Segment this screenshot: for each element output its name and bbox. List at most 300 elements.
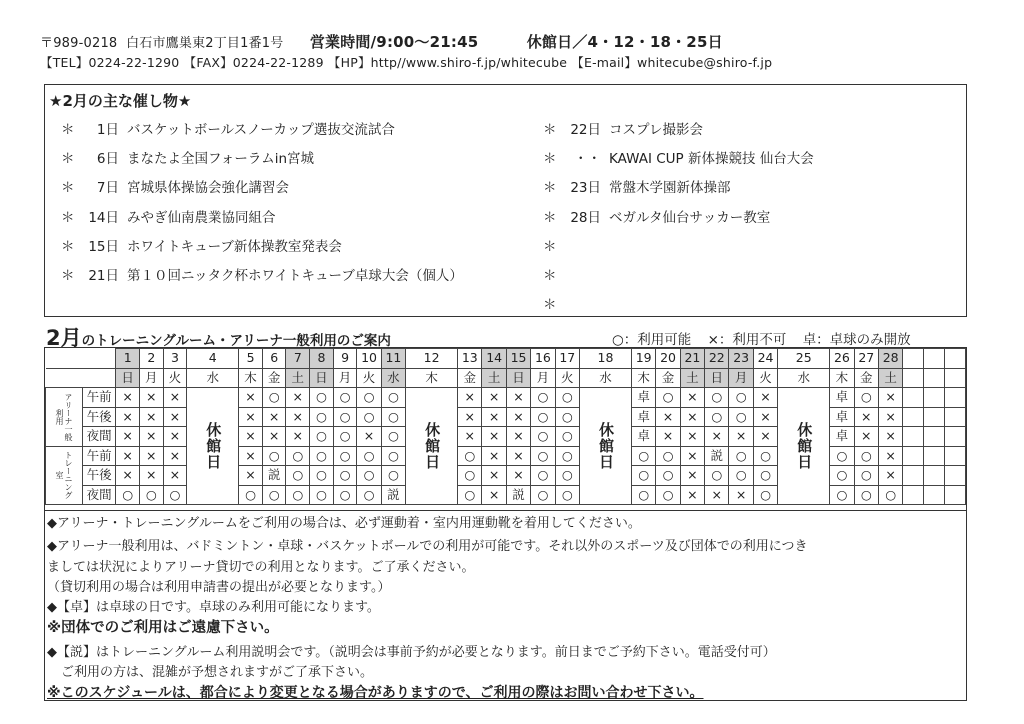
availability-cell: × — [506, 388, 530, 408]
event-name: 宮城県体操協会強化講習会 — [127, 180, 289, 197]
availability-cell: × — [116, 466, 140, 486]
divider — [45, 510, 966, 511]
event-item — [61, 206, 276, 226]
availability-cell: ○ — [854, 485, 878, 505]
event-item — [543, 147, 814, 167]
event-day: 6日 — [96, 151, 119, 168]
weekday-cell: 月 — [531, 368, 555, 388]
event-name: 第１０回ニッタク杯ホワイトキューブ卓球大会（個人） — [127, 268, 463, 284]
schedule-grid — [45, 348, 966, 505]
availability-cell: ○ — [555, 407, 579, 427]
availability-cell: ○ — [139, 485, 163, 505]
weekday-cell: 水 — [778, 368, 830, 388]
availability-cell: ○ — [310, 407, 334, 427]
date-cell: 27 — [854, 349, 878, 369]
closed-day-cell: 休館日 — [187, 388, 239, 505]
event-item — [543, 206, 770, 226]
weekday-cell: 金 — [458, 368, 482, 388]
availability-cell: ○ — [531, 466, 555, 486]
empty-cell — [903, 407, 924, 427]
empty-cell — [924, 446, 945, 466]
event-item — [543, 264, 609, 284]
legend-available: ○：利用可能 — [612, 332, 692, 348]
availability-cell: ○ — [555, 427, 579, 447]
bullet-star: ＊ — [61, 209, 75, 226]
availability-cell: × — [656, 427, 680, 447]
availability-cell: × — [116, 388, 140, 408]
availability-cell: ○ — [753, 446, 777, 466]
availability-cell: ○ — [555, 466, 579, 486]
availability-cell: ○ — [163, 485, 187, 505]
date-cell: 23 — [729, 349, 753, 369]
event-name: まなたよ全国フォーラムin宮城 — [127, 151, 314, 168]
availability-cell: × — [680, 485, 704, 505]
availability-cell: ○ — [357, 407, 381, 427]
date-cell: 17 — [555, 349, 579, 369]
availability-cell: × — [729, 427, 753, 447]
event-day: 28日 — [570, 209, 601, 226]
availability-cell: × — [506, 466, 530, 486]
date-cell: 9 — [333, 349, 357, 369]
empty-cell — [924, 427, 945, 447]
empty-cell — [924, 485, 945, 505]
event-item — [61, 235, 342, 255]
date-cell: 15 — [506, 349, 530, 369]
weekday-cell: 月 — [139, 368, 163, 388]
bullet-star: ＊ — [61, 268, 75, 284]
availability-cell: × — [878, 446, 902, 466]
availability-cell: × — [458, 388, 482, 408]
availability-cell: × — [239, 466, 263, 486]
availability-cell: ○ — [830, 446, 854, 466]
header-corner — [46, 349, 116, 369]
weekday-cell: 火 — [753, 368, 777, 388]
date-cell: 28 — [878, 349, 902, 369]
closed-day-cell: 休館日 — [778, 388, 830, 505]
availability-cell: ○ — [705, 388, 729, 408]
weekday-cell: 火 — [555, 368, 579, 388]
weekday-cell: 土 — [286, 368, 310, 388]
availability-cell: 説 — [381, 485, 405, 505]
availability-cell: × — [239, 446, 263, 466]
availability-cell: ○ — [830, 485, 854, 505]
availability-cell: × — [680, 466, 704, 486]
event-item — [61, 176, 289, 196]
event-name: 常盤木学園新体操部 — [609, 180, 731, 197]
availability-cell: ○ — [262, 485, 286, 505]
legend-unavailable: ×：利用不可 — [707, 332, 787, 348]
availability-cell: × — [163, 466, 187, 486]
event-item — [543, 118, 703, 138]
availability-cell: ○ — [656, 446, 680, 466]
date-cell: 19 — [631, 349, 655, 369]
bullet-star: ＊ — [543, 151, 557, 168]
availability-cell: × — [753, 388, 777, 408]
availability-cell: × — [854, 407, 878, 427]
availability-cell: ○ — [531, 388, 555, 408]
date-cell: 13 — [458, 349, 482, 369]
header-corner — [46, 368, 116, 388]
availability-cell: ○ — [631, 485, 655, 505]
weekday-cell: 土 — [878, 368, 902, 388]
availability-cell: × — [753, 427, 777, 447]
section-label: アリーナ一般利用 — [46, 388, 83, 447]
availability-cell: × — [163, 427, 187, 447]
empty-cell — [945, 349, 966, 369]
availability-cell: ○ — [555, 485, 579, 505]
time-slot-label: 午前 — [83, 446, 116, 466]
weekday-cell: 木 — [239, 368, 263, 388]
empty-cell — [945, 446, 966, 466]
opening-hours: 営業時間/9:00～21:45 — [309, 33, 479, 51]
availability-cell: ○ — [286, 446, 310, 466]
availability-cell: ○ — [729, 407, 753, 427]
empty-cell — [945, 466, 966, 486]
availability-cell: ○ — [656, 388, 680, 408]
weekday-cell: 水 — [381, 368, 405, 388]
availability-cell: × — [482, 466, 506, 486]
weekday-cell: 日 — [705, 368, 729, 388]
availability-cell: ○ — [310, 427, 334, 447]
closed-day-cell: 休館日 — [579, 388, 631, 505]
event-day: 15日 — [88, 238, 119, 255]
availability-cell: × — [139, 446, 163, 466]
date-cell: 20 — [656, 349, 680, 369]
availability-cell: ○ — [705, 466, 729, 486]
availability-cell: ○ — [381, 388, 405, 408]
availability-cell: ○ — [753, 466, 777, 486]
availability-cell: × — [357, 427, 381, 447]
availability-cell: × — [854, 427, 878, 447]
availability-cell: ○ — [729, 466, 753, 486]
empty-cell — [945, 388, 966, 408]
availability-cell: ○ — [631, 466, 655, 486]
event-day: 23日 — [570, 180, 601, 197]
date-cell: 4 — [187, 349, 239, 369]
availability-cell: ○ — [357, 446, 381, 466]
availability-cell: ○ — [333, 388, 357, 408]
availability-cell: × — [139, 466, 163, 486]
note-line: ※団体でのご利用はご遠慮下さい。 — [47, 620, 279, 636]
note-line: ◆アリーナ一般利用は、バドミントン・卓球・バスケットボールでの利用が可能です。それ以外のスポーツ及び団体での利用につき — [47, 539, 808, 554]
date-cell: 22 — [705, 349, 729, 369]
weekday-cell: 金 — [854, 368, 878, 388]
availability-cell: ○ — [310, 466, 334, 486]
availability-cell: ○ — [381, 446, 405, 466]
availability-cell: ○ — [310, 446, 334, 466]
contact-line: 【TEL】0224-22-1290 【FAX】0224-22-1289 【HP】http//www.shiro-f.jp/whitecube 【E-mail】whitecube@shiro-f.jp — [40, 55, 773, 70]
availability-cell: 卓 — [830, 388, 854, 408]
empty-cell — [924, 388, 945, 408]
availability-cell: × — [116, 407, 140, 427]
availability-cell: ○ — [333, 407, 357, 427]
event-day: 1日 — [96, 122, 119, 138]
empty-cell — [945, 427, 966, 447]
availability-cell: × — [458, 407, 482, 427]
availability-cell: ○ — [531, 446, 555, 466]
date-cell: 26 — [830, 349, 854, 369]
availability-cell: × — [116, 446, 140, 466]
availability-cell: ○ — [458, 485, 482, 505]
availability-cell: × — [458, 427, 482, 447]
closed-day-cell: 休館日 — [406, 388, 458, 505]
bullet-star: ＊ — [543, 180, 557, 197]
event-name: バスケットボールスノーカップ選抜交流試合 — [127, 122, 395, 138]
date-cell: 21 — [680, 349, 704, 369]
availability-cell: ○ — [310, 388, 334, 408]
availability-cell: × — [878, 466, 902, 486]
events-title: ★2月の主な催し物★ — [49, 92, 192, 110]
availability-cell: × — [729, 485, 753, 505]
availability-cell: × — [680, 446, 704, 466]
availability-cell: ○ — [753, 485, 777, 505]
event-day: 14日 — [88, 209, 119, 226]
availability-cell: ○ — [555, 388, 579, 408]
availability-cell: × — [506, 427, 530, 447]
facility-address-line — [40, 31, 723, 52]
event-item — [61, 147, 314, 167]
availability-cell: × — [878, 427, 902, 447]
availability-cell: ○ — [458, 466, 482, 486]
weekday-cell: 火 — [357, 368, 381, 388]
time-slot-label: 午前 — [83, 388, 116, 408]
event-item — [61, 264, 463, 284]
availability-cell: ○ — [656, 485, 680, 505]
availability-cell: ○ — [357, 388, 381, 408]
date-cell: 5 — [239, 349, 263, 369]
address: 白石市鷹巣東2丁目1番1号 — [126, 36, 284, 51]
availability-cell: ○ — [333, 427, 357, 447]
event-item — [543, 293, 609, 313]
event-name: コスプレ撮影会 — [609, 122, 703, 138]
event-day: 7日 — [96, 180, 119, 197]
bullet-star: ＊ — [543, 297, 557, 314]
bullet-star: ＊ — [61, 238, 75, 255]
availability-cell: ○ — [381, 466, 405, 486]
event-item — [543, 176, 731, 196]
date-cell: 1 — [116, 349, 140, 369]
note-line: ましては状況によりアリーナ貸切での利用となります。ご了承ください。 — [47, 560, 475, 575]
bullet-star: ＊ — [61, 122, 75, 138]
date-cell: 6 — [262, 349, 286, 369]
availability-cell: ○ — [357, 466, 381, 486]
empty-cell — [924, 407, 945, 427]
weekday-cell: 水 — [579, 368, 631, 388]
weekday-cell: 月 — [333, 368, 357, 388]
availability-cell: ○ — [333, 446, 357, 466]
weekday-cell: 土 — [482, 368, 506, 388]
availability-cell: × — [286, 407, 310, 427]
section-label: トレーニング室 — [46, 446, 83, 505]
availability-cell: ○ — [286, 466, 310, 486]
availability-cell: × — [506, 446, 530, 466]
availability-cell: × — [262, 407, 286, 427]
weekday-cell: 日 — [116, 368, 140, 388]
schedule-month: 2月 — [46, 326, 82, 350]
availability-cell: ○ — [656, 466, 680, 486]
availability-cell: ○ — [729, 446, 753, 466]
availability-cell: ○ — [531, 427, 555, 447]
note-line: ご利用の方は、混雑が予想されますがご了承下さい。 — [61, 665, 374, 680]
time-slot-label: 午後 — [83, 407, 116, 427]
weekday-cell: 金 — [262, 368, 286, 388]
availability-cell: × — [680, 388, 704, 408]
availability-cell: 卓 — [631, 407, 655, 427]
event-name: みやぎ仙南農業協同組合 — [127, 209, 276, 226]
availability-cell: × — [482, 485, 506, 505]
note-line: ※このスケジュールは、都合により変更となる場合がありますので、ご利用の際はお問い合わせ下さい。 — [47, 685, 704, 701]
weekday-cell: 金 — [656, 368, 680, 388]
availability-cell: × — [680, 407, 704, 427]
availability-cell: ○ — [357, 485, 381, 505]
availability-cell: × — [163, 407, 187, 427]
availability-cell: ○ — [239, 485, 263, 505]
availability-cell: 卓 — [631, 427, 655, 447]
availability-cell: ○ — [854, 466, 878, 486]
bullet-star: ＊ — [543, 238, 557, 255]
availability-cell: ○ — [531, 407, 555, 427]
empty-cell — [903, 466, 924, 486]
availability-cell: ○ — [310, 485, 334, 505]
schedule-box — [44, 347, 967, 701]
event-name: ホワイトキューブ新体操教室発表会 — [127, 238, 342, 255]
availability-cell: × — [239, 427, 263, 447]
availability-cell: × — [163, 446, 187, 466]
date-cell: 8 — [310, 349, 334, 369]
empty-cell — [924, 368, 945, 388]
availability-cell: × — [753, 407, 777, 427]
availability-cell: ○ — [878, 485, 902, 505]
date-cell: 10 — [357, 349, 381, 369]
availability-cell: × — [878, 388, 902, 408]
availability-cell: ○ — [286, 485, 310, 505]
availability-cell: × — [139, 407, 163, 427]
availability-cell: 卓 — [830, 407, 854, 427]
date-cell: 14 — [482, 349, 506, 369]
availability-cell: × — [262, 427, 286, 447]
empty-cell — [903, 388, 924, 408]
date-cell: 12 — [406, 349, 458, 369]
event-day: ・・ — [574, 151, 601, 168]
availability-cell: × — [482, 446, 506, 466]
availability-cell: × — [286, 388, 310, 408]
availability-cell: × — [482, 427, 506, 447]
availability-cell: ○ — [555, 446, 579, 466]
availability-cell: ○ — [333, 485, 357, 505]
postal-code: 〒989-0218 — [40, 36, 118, 51]
availability-cell: × — [705, 485, 729, 505]
availability-cell: 説 — [506, 485, 530, 505]
empty-cell — [945, 407, 966, 427]
availability-cell: ○ — [631, 446, 655, 466]
availability-cell: ○ — [458, 446, 482, 466]
availability-cell: × — [163, 388, 187, 408]
availability-cell: ○ — [729, 388, 753, 408]
empty-cell — [945, 485, 966, 505]
empty-cell — [903, 368, 924, 388]
closed-days: 休館日／4・12・18・25日 — [526, 33, 723, 51]
weekday-cell: 木 — [830, 368, 854, 388]
availability-cell: ○ — [262, 388, 286, 408]
availability-cell: ○ — [381, 427, 405, 447]
date-cell: 18 — [579, 349, 631, 369]
availability-cell: ○ — [705, 407, 729, 427]
availability-cell: ○ — [262, 446, 286, 466]
empty-cell — [903, 427, 924, 447]
schedule-title-text: のトレーニングルーム・アリーナ一般利用のご案内 — [81, 333, 391, 349]
event-item — [543, 235, 609, 255]
availability-cell: × — [506, 407, 530, 427]
date-cell: 16 — [531, 349, 555, 369]
weekday-cell: 日 — [310, 368, 334, 388]
date-cell: 2 — [139, 349, 163, 369]
weekday-cell: 火 — [163, 368, 187, 388]
event-name: ベガルタ仙台サッカー教室 — [609, 209, 771, 226]
date-cell: 3 — [163, 349, 187, 369]
bullet-star: ＊ — [543, 122, 557, 138]
event-day: 22日 — [570, 122, 601, 138]
availability-cell: 説 — [705, 446, 729, 466]
weekday-cell: 木 — [631, 368, 655, 388]
empty-cell — [945, 368, 966, 388]
availability-cell: ○ — [333, 466, 357, 486]
weekday-cell: 土 — [680, 368, 704, 388]
empty-cell — [903, 485, 924, 505]
events-box — [44, 84, 967, 317]
bullet-star: ＊ — [543, 268, 557, 284]
weekday-cell: 月 — [729, 368, 753, 388]
availability-cell: × — [286, 427, 310, 447]
availability-cell: ○ — [854, 446, 878, 466]
availability-cell: × — [482, 388, 506, 408]
empty-cell — [903, 446, 924, 466]
bullet-star: ＊ — [61, 180, 75, 197]
note-line: ◆【説】はトレーニングルーム利用説明会です。（説明会は事前予約が必要となります。前日までご予約下さい。電話受付可） — [47, 645, 776, 660]
weekday-cell: 木 — [406, 368, 458, 388]
event-item — [61, 118, 395, 138]
note-line: ◆アリーナ・トレーニングルームをご利用の場合は、必ず運動着・室内用運動靴を着用してください。 — [47, 516, 641, 531]
availability-cell: × — [680, 427, 704, 447]
empty-cell — [903, 349, 924, 369]
weekday-cell: 水 — [187, 368, 239, 388]
legend — [612, 328, 923, 348]
availability-cell: ○ — [531, 485, 555, 505]
availability-cell: × — [482, 407, 506, 427]
date-cell: 25 — [778, 349, 830, 369]
availability-cell: ○ — [116, 485, 140, 505]
availability-cell: ○ — [830, 466, 854, 486]
availability-cell: 卓 — [631, 388, 655, 408]
time-slot-label: 午後 — [83, 466, 116, 486]
availability-cell: × — [139, 427, 163, 447]
empty-cell — [924, 466, 945, 486]
bullet-star: ＊ — [61, 151, 75, 168]
availability-cell: × — [116, 427, 140, 447]
availability-cell: ○ — [381, 407, 405, 427]
event-name: KAWAI CUP 新体操競技 仙台大会 — [609, 151, 814, 168]
availability-cell: × — [705, 427, 729, 447]
availability-cell: 卓 — [830, 427, 854, 447]
note-line: （貸切利用の場合は利用申請書の提出が必要となります。） — [47, 580, 391, 595]
date-cell: 24 — [753, 349, 777, 369]
time-slot-label: 夜間 — [83, 485, 116, 505]
availability-cell: × — [878, 407, 902, 427]
availability-cell: ○ — [854, 388, 878, 408]
availability-cell: 説 — [262, 466, 286, 486]
time-slot-label: 夜間 — [83, 427, 116, 447]
availability-cell: × — [139, 388, 163, 408]
legend-table-tennis: 卓：卓球のみ開放 — [802, 332, 911, 348]
